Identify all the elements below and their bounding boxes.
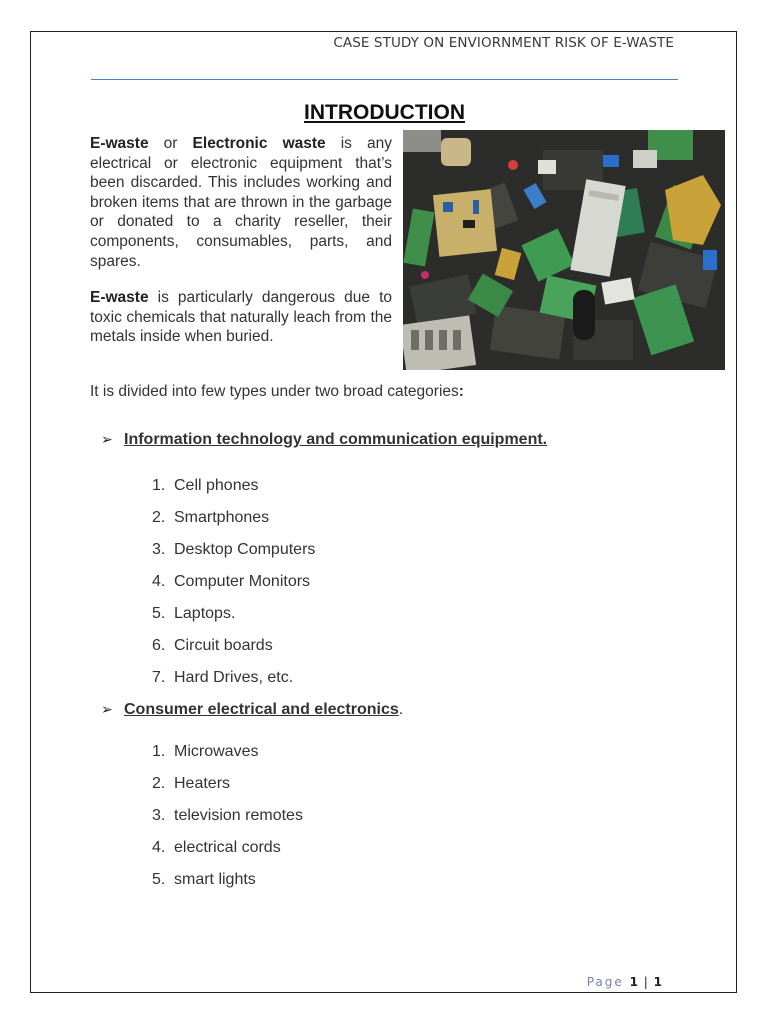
intro-paragraph-2-body: is particularly dangerous due to toxic chemicals that naturally leach from the metals inside when buried.: [90, 289, 392, 346]
list-item: [152, 774, 303, 806]
term-e-waste-2: E-waste: [90, 289, 149, 307]
section-heading: INTRODUCTION: [304, 101, 465, 124]
list-item: [152, 540, 315, 572]
list-item: [152, 870, 303, 902]
term-electronic-waste: Electronic waste: [192, 135, 326, 152]
intro-text: [90, 134, 392, 347]
list-item-text: electrical cords: [174, 839, 281, 856]
categories-intro-text: It is divided into few types under two broad categories: [90, 383, 459, 400]
list-item: [152, 838, 303, 870]
list-number: 3.: [152, 807, 166, 824]
list-item-text: Computer Monitors: [174, 573, 311, 590]
page-number: 1: [629, 975, 638, 989]
list-item-text: smart lights: [174, 871, 256, 888]
list-item-text: Microwaves: [174, 743, 259, 760]
list-number: 7.: [152, 669, 166, 686]
list-item: [152, 604, 315, 636]
list-item: [152, 572, 315, 604]
list-number: 2.: [152, 775, 166, 792]
arrow-bullet-icon: ➢: [101, 701, 113, 717]
list-number: 5.: [152, 871, 166, 888]
list-item-text: Circuit boards: [174, 637, 273, 654]
list-number: 4.: [152, 573, 166, 590]
running-header: CASE STUDY ON ENVIORNMENT RISK OF E-WASTE: [333, 35, 674, 51]
e-waste-photo: [403, 130, 725, 370]
list-number: 4.: [152, 839, 166, 856]
e-waste-pile-image: [403, 130, 725, 370]
intro-paragraph-2: [90, 288, 392, 347]
intro-connector: or: [148, 135, 193, 152]
list-item-text: Cell phones: [174, 477, 259, 494]
page-separator: |: [643, 975, 648, 989]
arrow-bullet-icon: ➢: [101, 431, 113, 447]
list-item-text: Smartphones: [174, 509, 270, 526]
list-item: [152, 668, 315, 700]
page-word: Page: [586, 975, 624, 989]
list-number: 3.: [152, 541, 166, 558]
list-number: 1.: [152, 477, 166, 494]
list-number: 1.: [152, 743, 166, 760]
list-item: [152, 742, 303, 774]
list-item-text: Desktop Computers: [174, 541, 316, 558]
list-item: [152, 636, 315, 668]
list-number: 5.: [152, 605, 166, 622]
header-rule: [91, 79, 678, 80]
list-number: 6.: [152, 637, 166, 654]
page-total: 1: [653, 975, 662, 989]
list-item-text: Laptops.: [174, 605, 236, 622]
list-item-text: Hard Drives, etc.: [174, 669, 294, 686]
list-item-text: television remotes: [174, 807, 303, 824]
category-suffix: .: [398, 701, 404, 718]
list-item: [152, 806, 303, 838]
consumer-electronics-list: [152, 742, 303, 902]
intro-paragraph-1: [90, 134, 392, 271]
it-equipment-list: [152, 476, 315, 700]
list-item: [152, 476, 315, 508]
categories-intro-colon: :: [458, 383, 464, 400]
list-item-text: Heaters: [174, 775, 231, 792]
intro-paragraph-1-body: is any electrical or electronic equipment that’s been discarded. This includes working and broken items that are thrown in the garbage or donated to a charity reseller, their components, consumables, parts, and spares.: [90, 135, 392, 270]
page-number-footer: [587, 975, 662, 989]
category-label: Information technology and communication equipment.: [124, 431, 548, 448]
term-e-waste: E-waste: [90, 135, 149, 152]
categories-intro: [90, 383, 464, 401]
list-number: 2.: [152, 509, 166, 526]
document-page: [30, 31, 737, 993]
category-it-communication: [101, 431, 547, 449]
category-label: Consumer electrical and electronics: [124, 701, 399, 718]
list-item: [152, 508, 315, 540]
category-consumer-electronics: [101, 701, 403, 719]
